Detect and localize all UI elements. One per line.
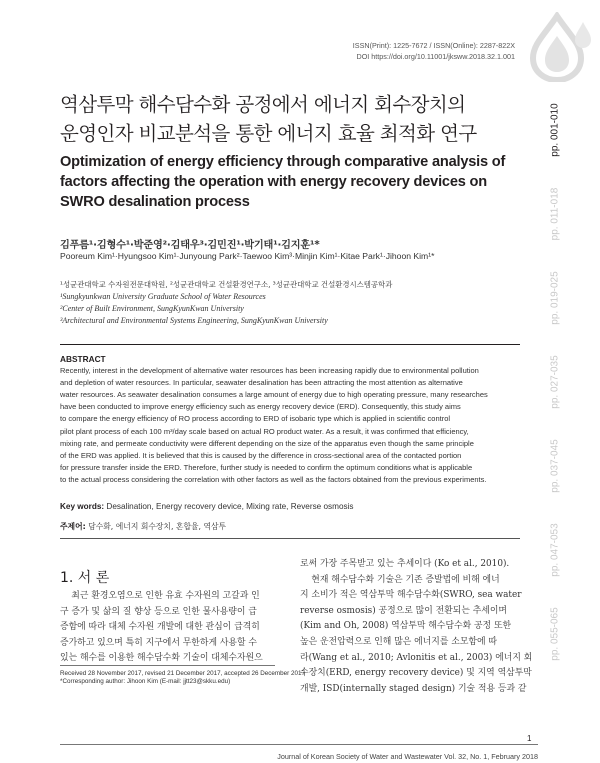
page-tab-label: pp. 011-018	[549, 187, 561, 241]
page-tab-label: pp. 047-053	[549, 523, 561, 577]
english-title-line: Optimization of energy efficiency through comparative analysis of	[60, 154, 506, 170]
korean-title-line: 역삼투막 해수담수화 공정에서 에너지 회수장치의	[60, 93, 466, 116]
abstract-line: and depletion of water resources. In particular, seawater desalination has been attracting the most attention as alternative	[60, 378, 463, 388]
keywords-text-ko: 담수화, 에너지 회수장치, 혼합율, 역삼투	[88, 522, 227, 531]
affiliation-english-1: ¹Sungkyunkwan University Graduate School of Water Resources	[60, 292, 266, 301]
footer-divider	[60, 744, 538, 745]
keywords-divider	[60, 538, 520, 539]
abstract-line: to compare the energy efficiency of RO process according to ERD of isobaric type which is applied in scientific control	[60, 414, 451, 424]
page-tab[interactable]	[540, 90, 570, 170]
keywords-korean	[60, 521, 226, 532]
authors-korean: 김푸름¹·김형수¹·박준영²·김태우³·김민진¹·박기태¹·김지훈¹*	[60, 240, 320, 251]
abstract-line: mixing rate, and permeate conductivity were different depending on the size of the apparatus even though the same principle	[60, 438, 474, 448]
affiliation-korean: ¹성균관대학교 수자원전문대학원, ²성균관대학교 건설환경연구소, ³성균관대학교 건설환경시스템공학과	[60, 280, 393, 289]
body-line: 로써 가장 주목받고 있는 추세이다 (Ko et al., 2010).	[300, 559, 510, 569]
body-line: 현재 해수담수화 기술은 기존 증발법에 비해 에너	[300, 574, 500, 585]
page-tab-label: pp. 019-025	[549, 271, 561, 325]
page-tab-label: pp. 055-065	[549, 607, 561, 661]
body-line: 증가하고 있으며 특히 지구에서 무한하게 사용할 수	[60, 637, 257, 648]
footnote-received: Received 28 November 2017, revised 21 December 2017, accepted 26 December 2017	[60, 670, 306, 677]
english-title-line: factors affecting the operation with energy recovery devices on	[60, 174, 487, 190]
abstract-line: of the ERD was applied. It is believed that this is caused by the difference in cross-sectional area of the contacted portion	[60, 450, 462, 460]
abstract	[60, 353, 522, 486]
affiliation-english-2: ²Center of Built Environment, SungKyunKwan University	[60, 304, 244, 313]
page-tab[interactable]	[540, 342, 570, 422]
page-tab[interactable]	[540, 258, 570, 338]
journal-citation: Journal of Korean Society of Water and Wastewater Vol. 32, No. 1, February 2018	[277, 752, 538, 761]
keywords-text: Desalination, Energy recovery device, Mixing rate, Reverse osmosis	[106, 502, 354, 511]
page-tab[interactable]	[540, 426, 570, 506]
affiliations	[60, 279, 392, 327]
keywords-english	[60, 502, 354, 511]
abstract-line: water resources. As seawater desalination consumes a large amount of energy due to high operating pressure, many researches	[60, 390, 488, 400]
abstract-heading: ABSTRACT	[60, 354, 106, 364]
page-tab[interactable]	[540, 510, 570, 590]
abstract-body	[60, 365, 522, 486]
body-line: reverse osmosis) 공정으로 많이 전환되는 추세이며	[300, 605, 508, 616]
page-tab[interactable]	[540, 594, 570, 674]
water-drop-logo-icon	[517, 12, 599, 82]
footnote-corresponding: *Corresponding author: Jihoon Kim (E-mail: jjtt23@skku.edu)	[60, 678, 231, 686]
page-tab-label: pp. 037-045	[549, 439, 561, 493]
english-title-line: SWRO desalination process	[60, 194, 250, 210]
abstract-line: pilot plant process of each 100 m³/day scale based on actual RO product water. As a result, it was confirmed that efficiency,	[60, 426, 469, 436]
authors-english: Pooreum Kim¹·Hyungsoo Kim¹·Junyoung Park²·Taewoo Kim³·Minjin Kim¹·Kitae Park¹·Jihoon Kim¹*	[60, 251, 435, 261]
abstract-line: for pressure transfer inside the ERD. Therefore, further study is needed to confirm the optimum conditions what is applicable	[60, 462, 473, 472]
abstract-divider	[60, 344, 520, 345]
page-tab[interactable]	[540, 174, 570, 254]
footnote	[60, 670, 305, 687]
keywords-label: Key words:	[60, 502, 105, 511]
abstract-line: Recently, interest in the development of alternative water resources has been increasing rapidly due to environmental pollution	[60, 366, 479, 376]
issn-doi-block	[0, 40, 515, 62]
body-line: 높은 운전압력으로 인해 많은 에너지를 소모함에 따	[300, 636, 497, 647]
keywords-label-ko: 주제어:	[60, 522, 86, 531]
korean-title	[60, 90, 530, 148]
page-tab-label: pp. 027-035	[549, 355, 561, 409]
section-heading-introduction: 1. 서 론	[60, 570, 110, 586]
abstract-line: to the actual process considering the correlation with other factors as well as the factors obtained from the previous experiments.	[60, 474, 487, 484]
body-line: (Kim and Oh, 2008) 역삼투막 해수담수화 공정 또한	[300, 621, 512, 632]
body-line: 있는 해수를 이용한 해수담수화 기술이 대체수자원으	[60, 653, 263, 664]
body-column-left	[60, 589, 275, 667]
page-range-tabs	[540, 90, 570, 690]
issn-text: ISSN(Print): 1225-7672 / ISSN(Online): 2287-822X	[352, 41, 515, 50]
affiliation-english-3: ³Architectural and Environmental Systems Engineering, SungKyunKwan University	[60, 316, 328, 325]
body-line: 지 소비가 적은 역삼투막 해수담수화(SWRO, sea water	[300, 590, 522, 601]
page-tab-label: pp. 001-010	[549, 103, 561, 157]
body-line: 개발, ISD(internally staged design) 기술 적용 등과 같	[300, 683, 527, 694]
korean-title-line: 운영인자 비교분석을 통한 에너지 효율 최적화 연구	[60, 122, 477, 145]
page-number: 1	[527, 734, 532, 743]
footnote-divider	[60, 665, 275, 666]
doi-text: DOI https://doi.org/10.11001/jksww.2018.32.1.001	[356, 52, 515, 61]
abstract-line: have been conducted to improve energy efficiency such as energy recovery device (ERD). Consequently, this study aims	[60, 402, 461, 412]
body-line: 수장치(ERD, energy recovery device) 및 지역 역삼투막	[300, 668, 532, 679]
body-line: 최근 환경오염으로 인한 유효 수자원의 고갈과 인	[60, 591, 260, 601]
body-line: 증함에 따라 대체 수자원 개발에 대한 관심이 급격히	[60, 622, 260, 633]
english-title	[60, 152, 535, 212]
body-line: 구 증가 및 삶의 질 향상 등으로 인한 물사용량이 급	[60, 606, 257, 617]
body-column-right	[300, 557, 533, 697]
body-line: 라(Wang et al., 2010; Avlonitis et al., 2003) 에너지 회	[300, 652, 533, 663]
